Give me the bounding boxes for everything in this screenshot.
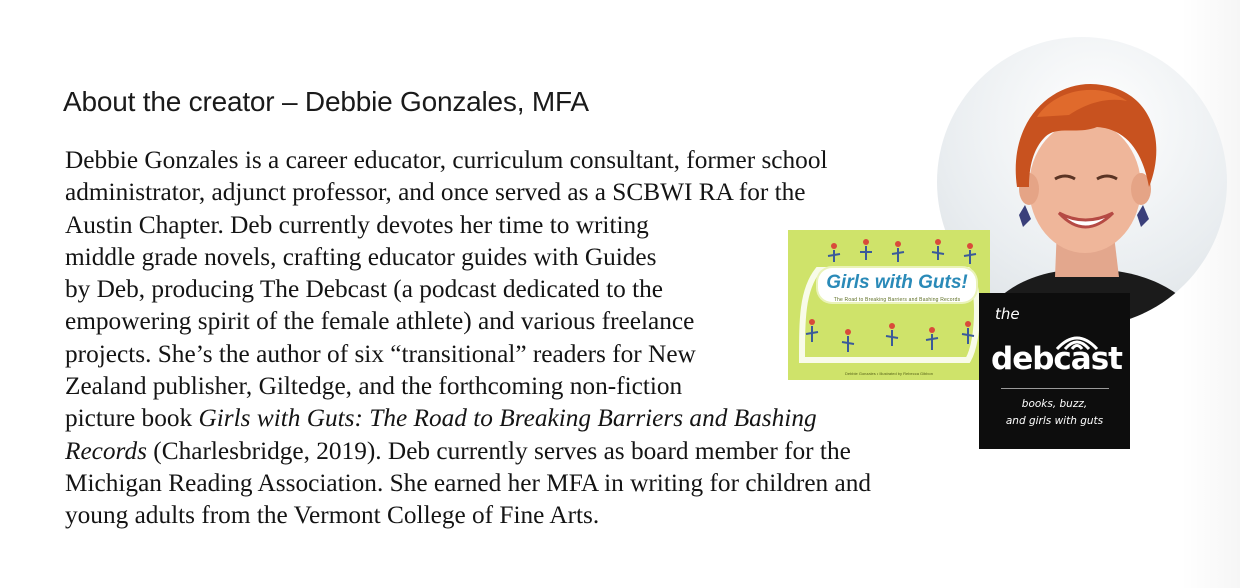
debcast-name: debcast (991, 341, 1122, 377)
book-credits: Debbie Gonzales • Illustrated by Rebecca Gibbon (845, 371, 933, 376)
debcast-the: the (995, 305, 1020, 323)
book-title: Girls with Guts! (818, 268, 976, 302)
bio-line: administrator, adjunct professor, and once served as a SCBWI RA for the (65, 178, 806, 207)
book-cover (788, 230, 990, 380)
bio-line: by Deb, producing The Debcast (a podcast dedicated to the (65, 275, 664, 304)
book-subtitle: The Road to Breaking Barriers and Bashing Records (833, 297, 961, 303)
bio-line: middle grade novels, crafting educator guides with Guides (65, 242, 657, 271)
page-title: About the creator – Debbie Gonzales, MFA (63, 86, 589, 117)
bio-line: projects. She’s the author of six “transitional” readers for New (65, 339, 696, 368)
bio-line (65, 435, 995, 467)
bio-line (65, 402, 995, 434)
bio-line: Austin Chapter. Deb currently devotes her time to writing (65, 210, 649, 239)
bio-line: Michigan Reading Association. She earned her MFA in writing for children and (65, 468, 872, 497)
book-cover-illustration (788, 230, 990, 380)
bio-line: young adults from the Vermont College of Fine Arts. (65, 501, 600, 530)
bio-text-run: picture book (65, 404, 199, 433)
tagline-line: and girls with guts (1005, 415, 1104, 427)
book-title-italic: Records (65, 436, 147, 465)
logo-divider (1001, 388, 1109, 389)
bio-line: Debbie Gonzales is a career educator, curriculum consultant, former school (65, 146, 828, 174)
bio-line: Zealand publisher, Giltedge, and the forthcoming non-fiction (65, 372, 683, 401)
debcast-logo (979, 293, 1130, 449)
bio-text-run: (Charlesbridge, 2019). Deb currently serves as board member for the (146, 436, 851, 465)
book-title-italic: Girls with Guts: The Road to Breaking Barriers and Bashing (198, 404, 817, 433)
debcast-tagline (979, 396, 1130, 430)
tagline-line: books, buzz, (1021, 398, 1088, 410)
bio-line: empowering spirit of the female athlete) and various freelance (65, 307, 695, 336)
